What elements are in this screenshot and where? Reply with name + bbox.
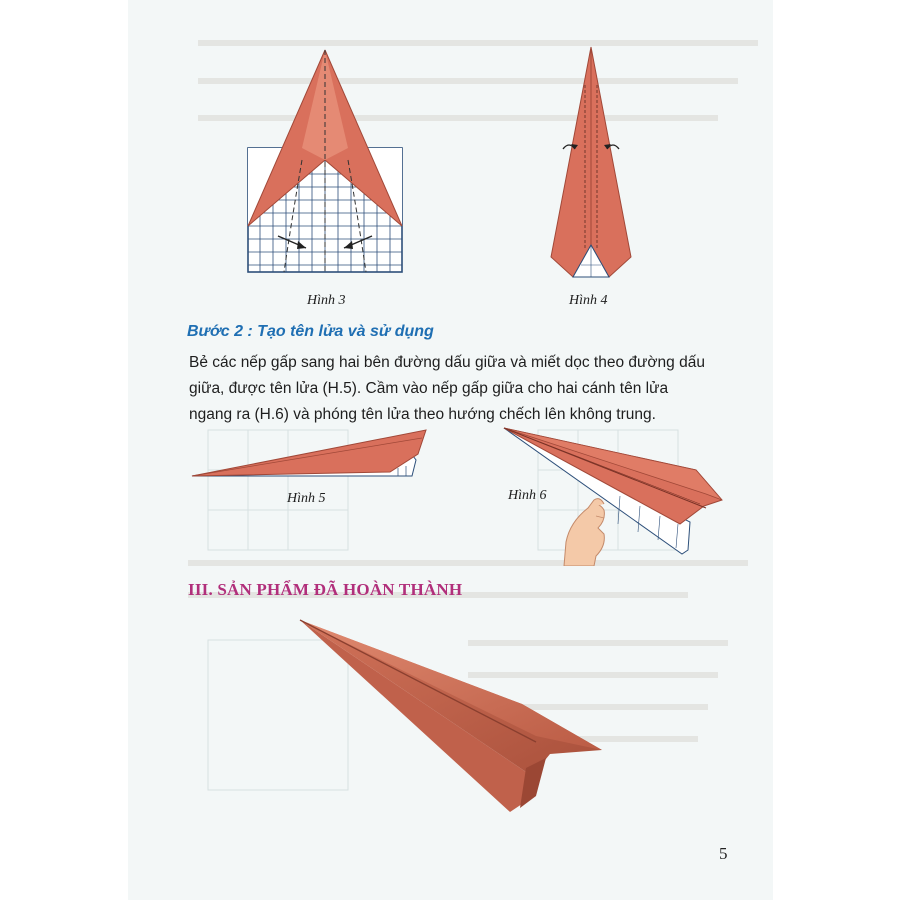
figure-4-caption: Hình 4 [569, 293, 608, 308]
page-number: 5 [719, 844, 728, 863]
paragraph-line: Bẻ các nếp gấp sang hai bên đường dấu giữa và miết dọc theo đường dấu [189, 354, 705, 371]
figure-3-caption: Hình 3 [307, 293, 346, 308]
figure-5-caption: Hình 5 [287, 491, 326, 506]
paragraph-line: giữa, được tên lửa (H.5). Cầm vào nếp gấp giữa cho hai cánh tên lửa [189, 380, 669, 397]
figure-3-illustration [240, 48, 410, 274]
step-2-title: Bước 2 : Tạo tên lửa và sử dụng [187, 323, 434, 340]
step-2-paragraph [189, 350, 749, 428]
section-3-title: III. SẢN PHẨM ĐÃ HOÀN THÀNH [188, 580, 463, 599]
paragraph-line: ngang ra (H.6) và phóng tên lửa theo hướng chếch lên không trung. [189, 406, 656, 423]
figure-5-illustration [190, 428, 430, 480]
figure-6-caption: Hình 6 [508, 488, 547, 503]
finished-rocket-photo [296, 618, 606, 814]
figure-4-illustration [545, 45, 637, 281]
